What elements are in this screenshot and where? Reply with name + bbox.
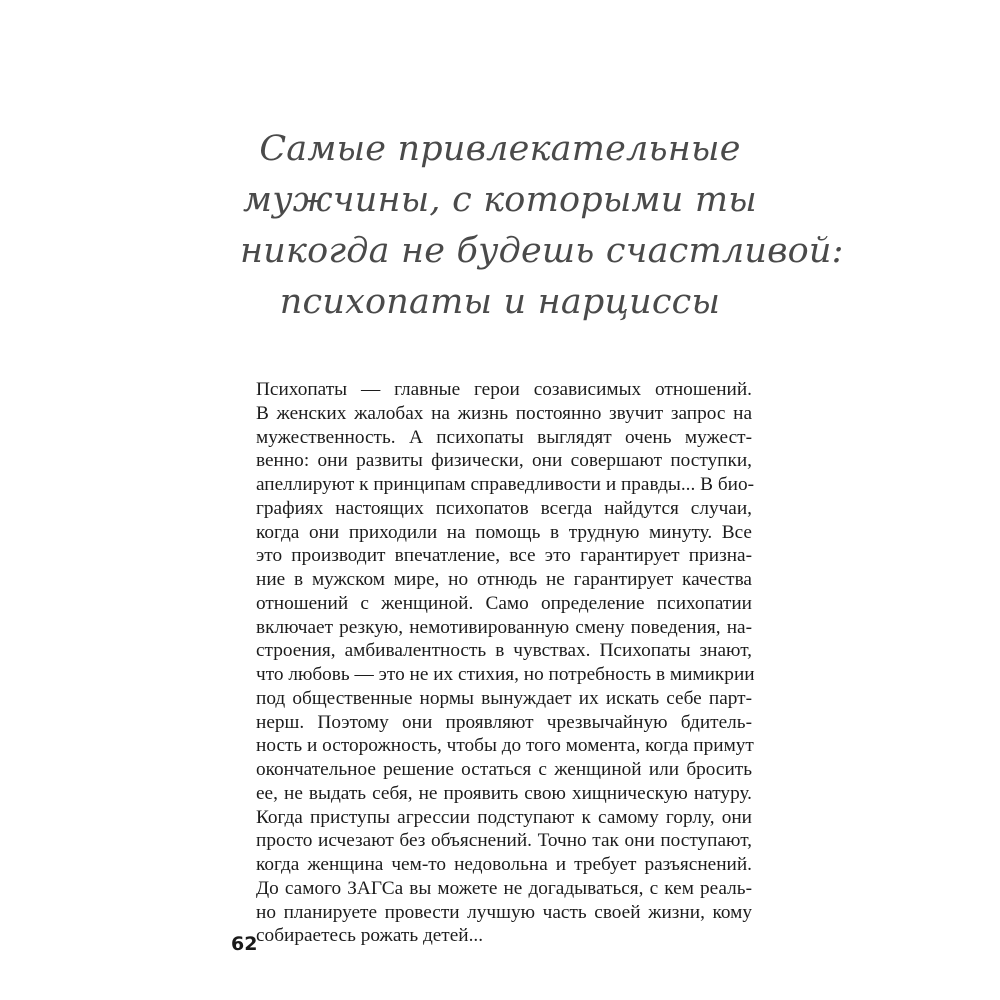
- body-line: когда они приходили на помощь в трудную минуту. Все: [256, 521, 752, 543]
- body-line: отношений с женщиной. Само определение психопатии: [256, 592, 752, 614]
- body-line: что любовь — это не их стихия, но потребность в мимикрии: [256, 664, 755, 685]
- body-line: но планируете провести лучшую часть своей жизни, кому: [256, 901, 752, 923]
- chapter-title-line: психопаты и нарциссы: [279, 282, 721, 322]
- body-line: венно: они развиты физически, они совершают поступки,: [256, 450, 752, 472]
- body-line: графиях настоящих психопатов всегда найдутся случаи,: [256, 497, 752, 519]
- page-number: 62: [231, 933, 258, 955]
- body-line: Когда приступы агрессии подступают к самому горлу, они: [256, 806, 752, 828]
- body-line: просто исчезают без объяснений. Точно так они поступают,: [256, 830, 752, 852]
- body-line: апеллируют к принципам справедливости и правды... В био-: [256, 474, 755, 495]
- body-line: Психопаты — главные герои созависимых отношений.: [256, 379, 752, 400]
- body-line: мужественность. А психопаты выглядят очень мужест-: [256, 426, 752, 448]
- body-line: собираетесь рожать детей...: [256, 925, 484, 947]
- chapter-title-line: мужчины, с которыми ты: [243, 180, 757, 220]
- body-line: ние в мужском мире, но отнюдь не гарантирует качества: [256, 569, 752, 590]
- chapter-title: [240, 124, 844, 328]
- body-line: когда женщина чем-то недовольна и требует разъяснений.: [256, 854, 752, 875]
- body-paragraph: [256, 378, 755, 948]
- body-line: ее, не выдать себя, не проявить свою хищническую натуру.: [256, 782, 752, 804]
- chapter-title-line: Самые привлекательные: [259, 129, 741, 169]
- body-line: В женских жалобах на жизнь постоянно звучит запрос на: [256, 402, 752, 424]
- body-line: нерш. Поэтому они проявляют чрезвычайную бдитель-: [256, 711, 752, 733]
- body-line: ность и осторожность, чтобы до того момента, когда примут: [256, 735, 754, 757]
- body-line: под общественные нормы вынуждает их искать себе парт-: [256, 687, 752, 709]
- body-line: окончательное решение остаться с женщиной или бросить: [256, 759, 752, 780]
- body-line: включает резкую, немотивированную смену поведения, на-: [256, 616, 752, 638]
- body-line: строения, амбивалентность в чувствах. Психопаты знают,: [256, 640, 752, 662]
- body-line: До самого ЗАГСа вы можете не догадываться, с кем реаль-: [256, 877, 752, 899]
- body-line: это производит впечатление, все это гарантирует призна-: [256, 545, 752, 567]
- chapter-title-line: никогда не будешь счастливой:: [240, 231, 844, 271]
